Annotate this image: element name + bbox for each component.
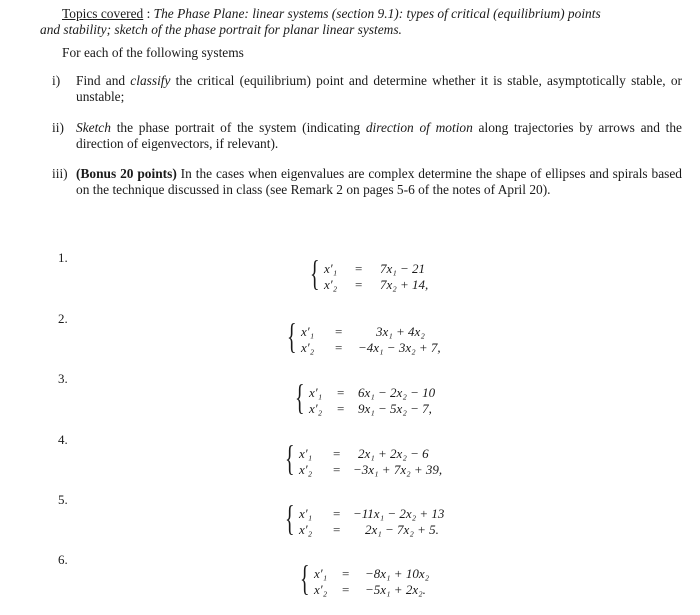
equation-rhs: 2x₁ − 7x₂ + 5. (365, 522, 439, 537)
problem-number: 4. (58, 432, 68, 447)
equation-rhs: −5x₁ + 2x₂. (365, 582, 426, 597)
equation-lhs: x′₁ (299, 506, 313, 521)
brace-symbol: { (285, 438, 295, 478)
equals-sign: = (333, 506, 341, 521)
equals-sign: = (337, 401, 345, 416)
equation-lhs: x′₂ (314, 582, 328, 597)
problem-number: 3. (58, 371, 68, 386)
equation-lhs: x′₂ (301, 340, 315, 355)
brace-symbol: { (285, 498, 295, 538)
equation-lhs: x′₂ (324, 277, 338, 292)
topics-text: The Phase Plane: linear systems (section 9.1): types of critical (equilibrium) points (153, 6, 601, 21)
brace-symbol: { (295, 377, 305, 417)
instructions-intro: For each of the following systems (62, 45, 244, 60)
instruction-item-ii: ii) Sketch the phase portrait of the system (indicating direction of motion along trajectories by arrows and the direction of eigenvectors, if relevant). (52, 120, 683, 151)
topics-line-2: and stability; sketch of the phase portrait for planar linear systems. (40, 22, 402, 37)
equation-rhs: −11x₁ − 2x₂ + 13 (353, 506, 445, 521)
equation-lhs: x′₁ (314, 566, 328, 581)
equation-lhs: x′₂ (299, 462, 313, 477)
equation-rhs: −8x₁ + 10x₂ (365, 566, 430, 581)
instruction-item-iii: iii) (Bonus 20 points) In the cases when eigenvalues are complex determine the shape of ellipses and spirals based on the technique discussed in class (see Remark 2 on pages 5-6 of the notes of April 20). (52, 166, 682, 197)
equals-sign: = (355, 261, 363, 276)
equals-sign: = (333, 522, 341, 537)
equation-rhs: −4x₁ − 3x₂ + 7, (358, 340, 441, 355)
equals-sign: = (355, 277, 363, 292)
brace-symbol: { (300, 558, 310, 598)
equation-lhs: x′₁ (324, 261, 338, 276)
brace-symbol: { (310, 253, 320, 293)
equation-lhs: x′₂ (299, 522, 313, 537)
equation-rhs: 7x₁ − 21 (380, 261, 426, 276)
equation-rhs: 3x₁ + 4x₂ (376, 324, 425, 339)
problem-number: 6. (58, 552, 68, 567)
equals-sign: = (342, 582, 350, 597)
equation-rhs: −3x₁ + 7x₂ + 39, (353, 462, 443, 477)
equation-rhs: 7x₂ + 14, (380, 277, 429, 292)
instruction-item-i: i) Find and classify the critical (equilibrium) point and determine whether it is stable, asymptotically stable, or unstable; (52, 73, 682, 104)
equation-rhs: 2x₁ + 2x₂ − 6 (358, 446, 429, 461)
equals-sign: = (335, 340, 343, 355)
equals-sign: = (335, 324, 343, 339)
equation-lhs: x′₁ (299, 446, 313, 461)
topics-line-1: Topics covered : The Phase Plane: linear systems (section 9.1): types of critical (equilibrium) points (62, 6, 601, 21)
topics-label: Topics covered (62, 6, 144, 21)
equals-sign: = (342, 566, 350, 581)
problem-number: 5. (58, 492, 68, 507)
equation-lhs: x′₂ (309, 401, 323, 416)
brace-symbol: { (287, 316, 297, 356)
equation-rhs: 9x₁ − 5x₂ − 7, (358, 401, 432, 416)
problem-number: 1. (58, 250, 68, 265)
equation-lhs: x′₁ (301, 324, 315, 339)
equals-sign: = (337, 385, 345, 400)
equals-sign: = (333, 462, 341, 477)
equation-rhs: 6x₁ − 2x₂ − 10 (358, 385, 436, 400)
equation-lhs: x′₁ (309, 385, 323, 400)
problem-number: 2. (58, 311, 68, 326)
topics-header (40, 6, 690, 38)
equals-sign: = (333, 446, 341, 461)
